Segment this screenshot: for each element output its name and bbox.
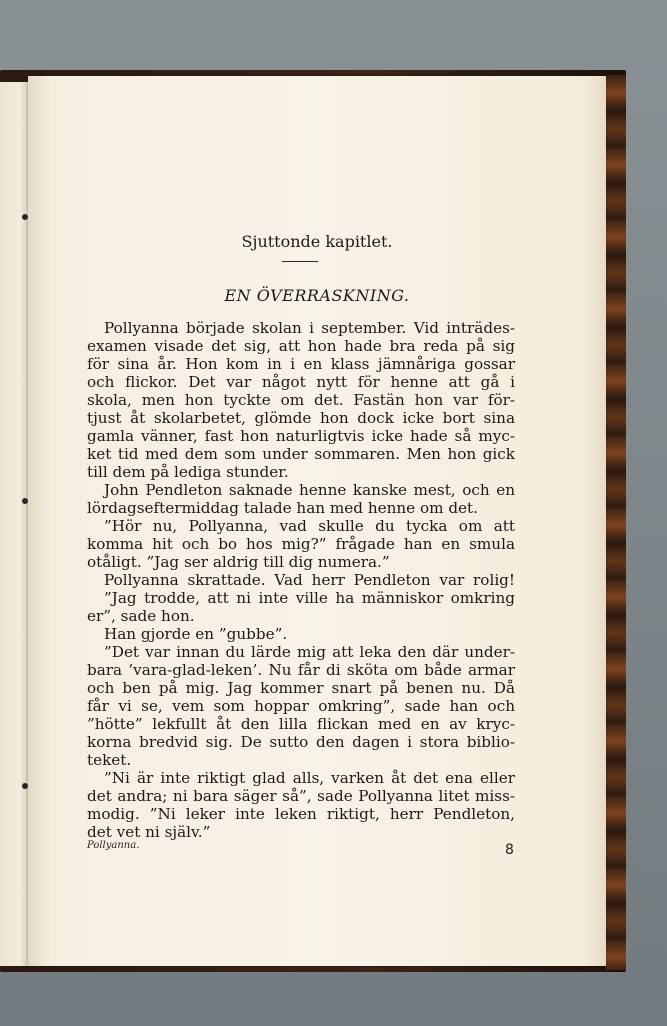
chapter-heading: Sjuttonde kapitlet. [241, 232, 393, 251]
text-line: er”, sade hon. [87, 607, 195, 625]
text-line: Pollyanna började skolan i september. Vid inträdes- [104, 319, 515, 337]
text-line: det andra; ni bara säger så”, sade Pollyanna litet miss- [87, 787, 515, 805]
text-line: det vet ni själv.” [87, 823, 211, 841]
binding-hole [22, 783, 28, 789]
text-line: korna bredvid sig. De sutto den dagen i stora biblio- [87, 733, 515, 751]
binding-hole [22, 214, 28, 220]
text-line: tjust åt skolarbetet, glömde hon dock icke bort sina [87, 409, 515, 427]
cover-marbled-edge [606, 75, 626, 970]
text-line: John Pendleton saknade henne kanske mest, och en [104, 481, 515, 499]
text-line: Pollyanna skrattade. Vad herr Pendleton var rolig! [104, 571, 515, 589]
text-line: och ben på mig. Jag kommer snart på benen nu. Då [87, 679, 515, 697]
text-line: ”Det var innan du lärde mig att leka den där under- [104, 643, 515, 661]
chapter-title: EN ÖVERRASKNING. [224, 286, 410, 305]
text-line: ”Ni är inte riktigt glad alls, varken åt det ena eller [104, 769, 515, 787]
text-line: komma hit och bo hos mig?” frågade han en smula [87, 535, 515, 553]
sheet-number: 8 [505, 842, 514, 858]
page-body-text [87, 319, 515, 841]
text-line: ”hötte” lekfullt åt den lilla flickan med en av kryc- [87, 715, 515, 733]
text-line: Han gjorde en ”gubbe”. [104, 625, 288, 643]
text-line: bara ’vara-glad-leken’. Nu får di sköta om både armar [87, 661, 515, 679]
text-line: ket tid med dem som under sommaren. Men hon gick [87, 445, 515, 463]
text-line: gamla vänner, fast hon naturligtvis icke hade så myc- [87, 427, 515, 445]
text-line: för sina år. Hon kom in i en klass jämnåriga gossar [87, 355, 515, 373]
text-line: ”Jag trodde, att ni inte ville ha människor omkring [104, 589, 515, 607]
text-line: teket. [87, 751, 132, 769]
text-line: otåligt. ”Jag ser aldrig till dig numera.” [87, 553, 390, 571]
text-line: och flickor. Det var något nytt för henne att gå i [87, 373, 515, 391]
text-line: modig. ”Ni leker inte leken riktigt, herr Pendleton, [87, 805, 515, 823]
text-line: skola, men hon tyckte om det. Fastän hon var för- [87, 391, 515, 409]
text-line: examen visade det sig, att hon hade bra reda på sig [87, 337, 515, 355]
heading-rule [282, 261, 318, 262]
text-line: ”Hör nu, Pollyanna, vad skulle du tycka om att [104, 517, 515, 535]
text-line: får vi se, vem som hoppar omkring”, sade han och [87, 697, 515, 715]
text-line: lördagseftermiddag talade han med henne om det. [87, 499, 478, 517]
text-line: till dem på lediga stunder. [87, 463, 289, 481]
footer-signature: Pollyanna. [87, 840, 140, 851]
binding-hole [22, 498, 28, 504]
